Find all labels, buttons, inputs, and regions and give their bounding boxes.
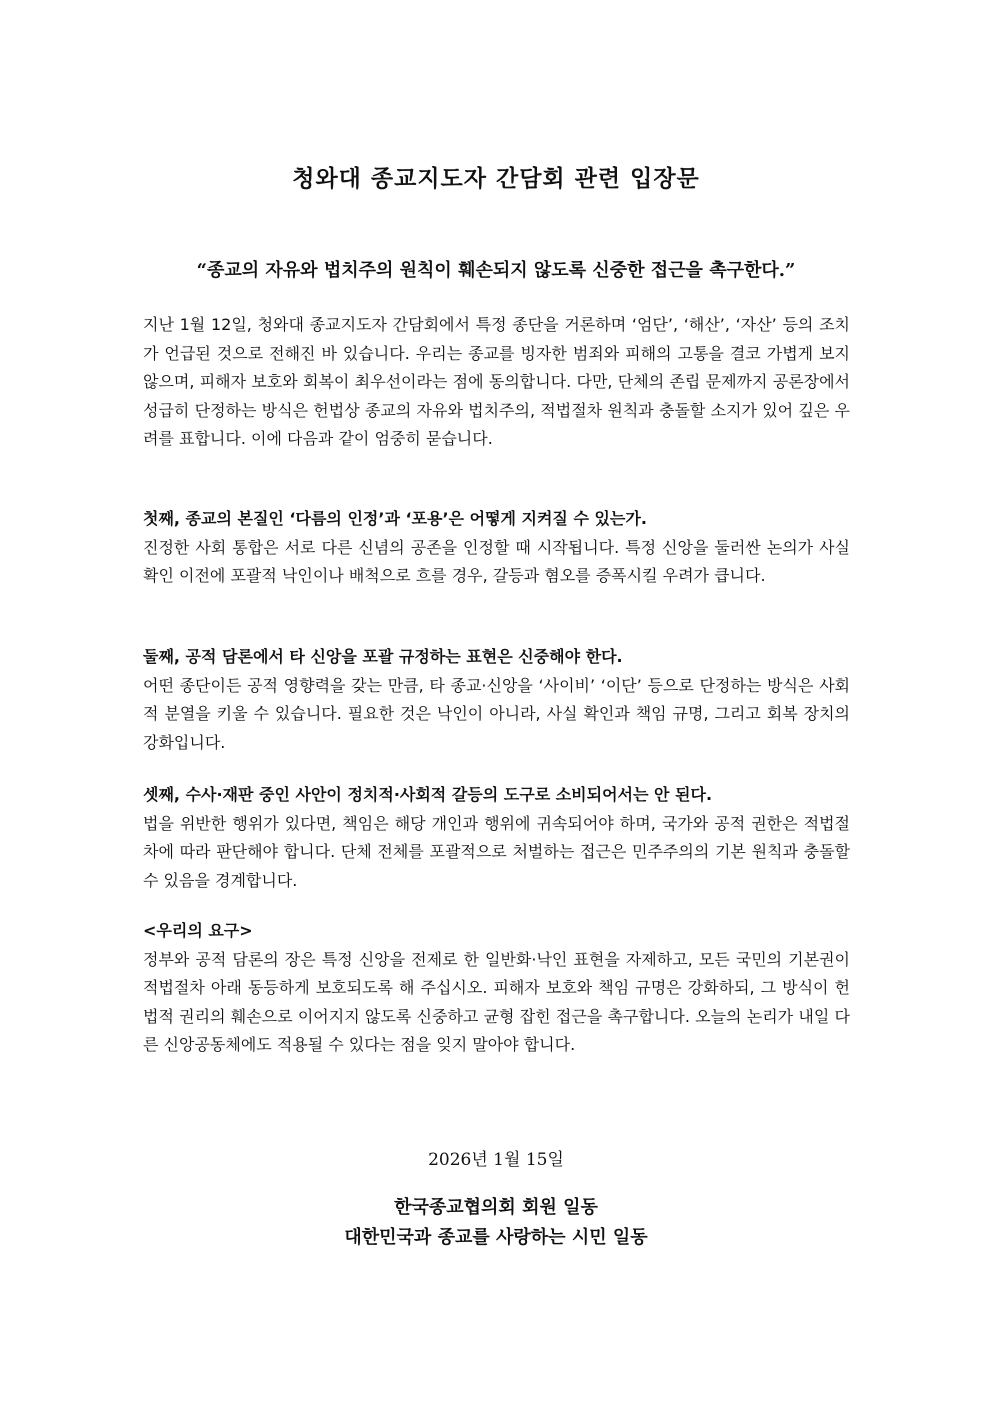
section-text: 진정한 사회 통합은 서로 다른 신념의 공존을 인정할 때 시작됩니다. 특정 신앙을 둘러싼 논의가 사실 확인 이전에 포괄적 낙인이나 배척으로 흐를 경우, 갈등과 혐오를 증폭시킬 우려가 큽니다. (143, 537, 850, 585)
document-date: 2026년 1월 15일 (428, 1150, 564, 1170)
section-heading: 셋째, 수사·재판 중인 사안이 정치적·사회적 갈등의 도구로 소비되어서는 안 된다. (143, 785, 713, 804)
signatory-citizens: 대한민국과 종교를 사랑하는 시민 일동 (344, 1227, 648, 1248)
document-title: 청와대 종교지도자 간담회 관련 입장문 (292, 165, 700, 192)
section-first (143, 505, 850, 591)
section-heading: 둘째, 공적 담론에서 타 신앙을 포괄 규정하는 표현은 신중해야 한다. (143, 647, 623, 666)
section-text: 정부와 공적 담론의 장은 특정 신앙을 전제로 한 일반화·낙인 표현을 자제하고, 모든 국민의 기본권이 적법절차 아래 동등하게 보호되도록 해 주십시오. 피해자 보호와 책임 규명은 강화하되, 그 방식이 헌법적 권리의 훼손으로 이어지지 않도록 신중하고 균형 잡힌 접근을 촉구합니다. 오늘의 논리가 내일 다른 신앙공동체에도 적용될 수 있다는 점을 잊지 말아야 합니다. (143, 949, 850, 1054)
section-second (143, 643, 850, 757)
document-subtitle: “종교의 자유와 법치주의 원칙이 훼손되지 않도록 신중한 접근을 촉구한다.” (196, 260, 796, 281)
signatory-council: 한국종교협의회 회원 일동 (394, 1197, 598, 1218)
section-text: 법을 위반한 행위가 있다면, 책임은 해당 개인과 행위에 귀속되어야 하며, 국가와 공적 권한은 적법절차에 따라 판단해야 합니다. 단체 전체를 포괄적으로 처벌하는 접근은 민주주의의 기본 원칙과 충돌할 수 있음을 경계합니다. (143, 813, 850, 890)
section-third (143, 781, 850, 895)
section-demands (143, 917, 850, 1060)
intro-paragraph: 지난 1월 12일, 청와대 종교지도자 간담회에서 특정 종단을 거론하며 ‘엄단’, ‘해산’, ‘자산’ 등의 조치가 언급된 것으로 전해진 바 있습니다. 우리는 종교를 빙자한 범죄와 피해의 고통을 결코 가볍게 보지 않으며, 피해자 보호와 회복이 최우선이라는 점에 동의합니다. 다만, 단체의 존립 문제까지 공론장에서 성급히 단정하는 방식은 헌법상 종교의 자유와 법치주의, 적법절차 원칙과 충돌할 소지가 있어 깊은 우려를 표합니다. 이에 다음과 같이 엄중히 묻습니다. (143, 315, 850, 448)
section-text: 어떤 종단이든 공적 영향력을 갖는 만큼, 타 종교·신앙을 ‘사이비’ ‘이단’ 등으로 단정하는 방식은 사회적 분열을 키울 수 있습니다. 필요한 것은 낙인이 아니라, 사실 확인과 책임 규명, 그리고 회복 장치의 강화입니다. (143, 675, 850, 752)
section-heading: 첫째, 종교의 본질인 ‘다름의 인정’과 ‘포용’은 어떻게 지켜질 수 있는가. (143, 509, 647, 528)
section-heading: <우리의 요구> (143, 921, 253, 940)
